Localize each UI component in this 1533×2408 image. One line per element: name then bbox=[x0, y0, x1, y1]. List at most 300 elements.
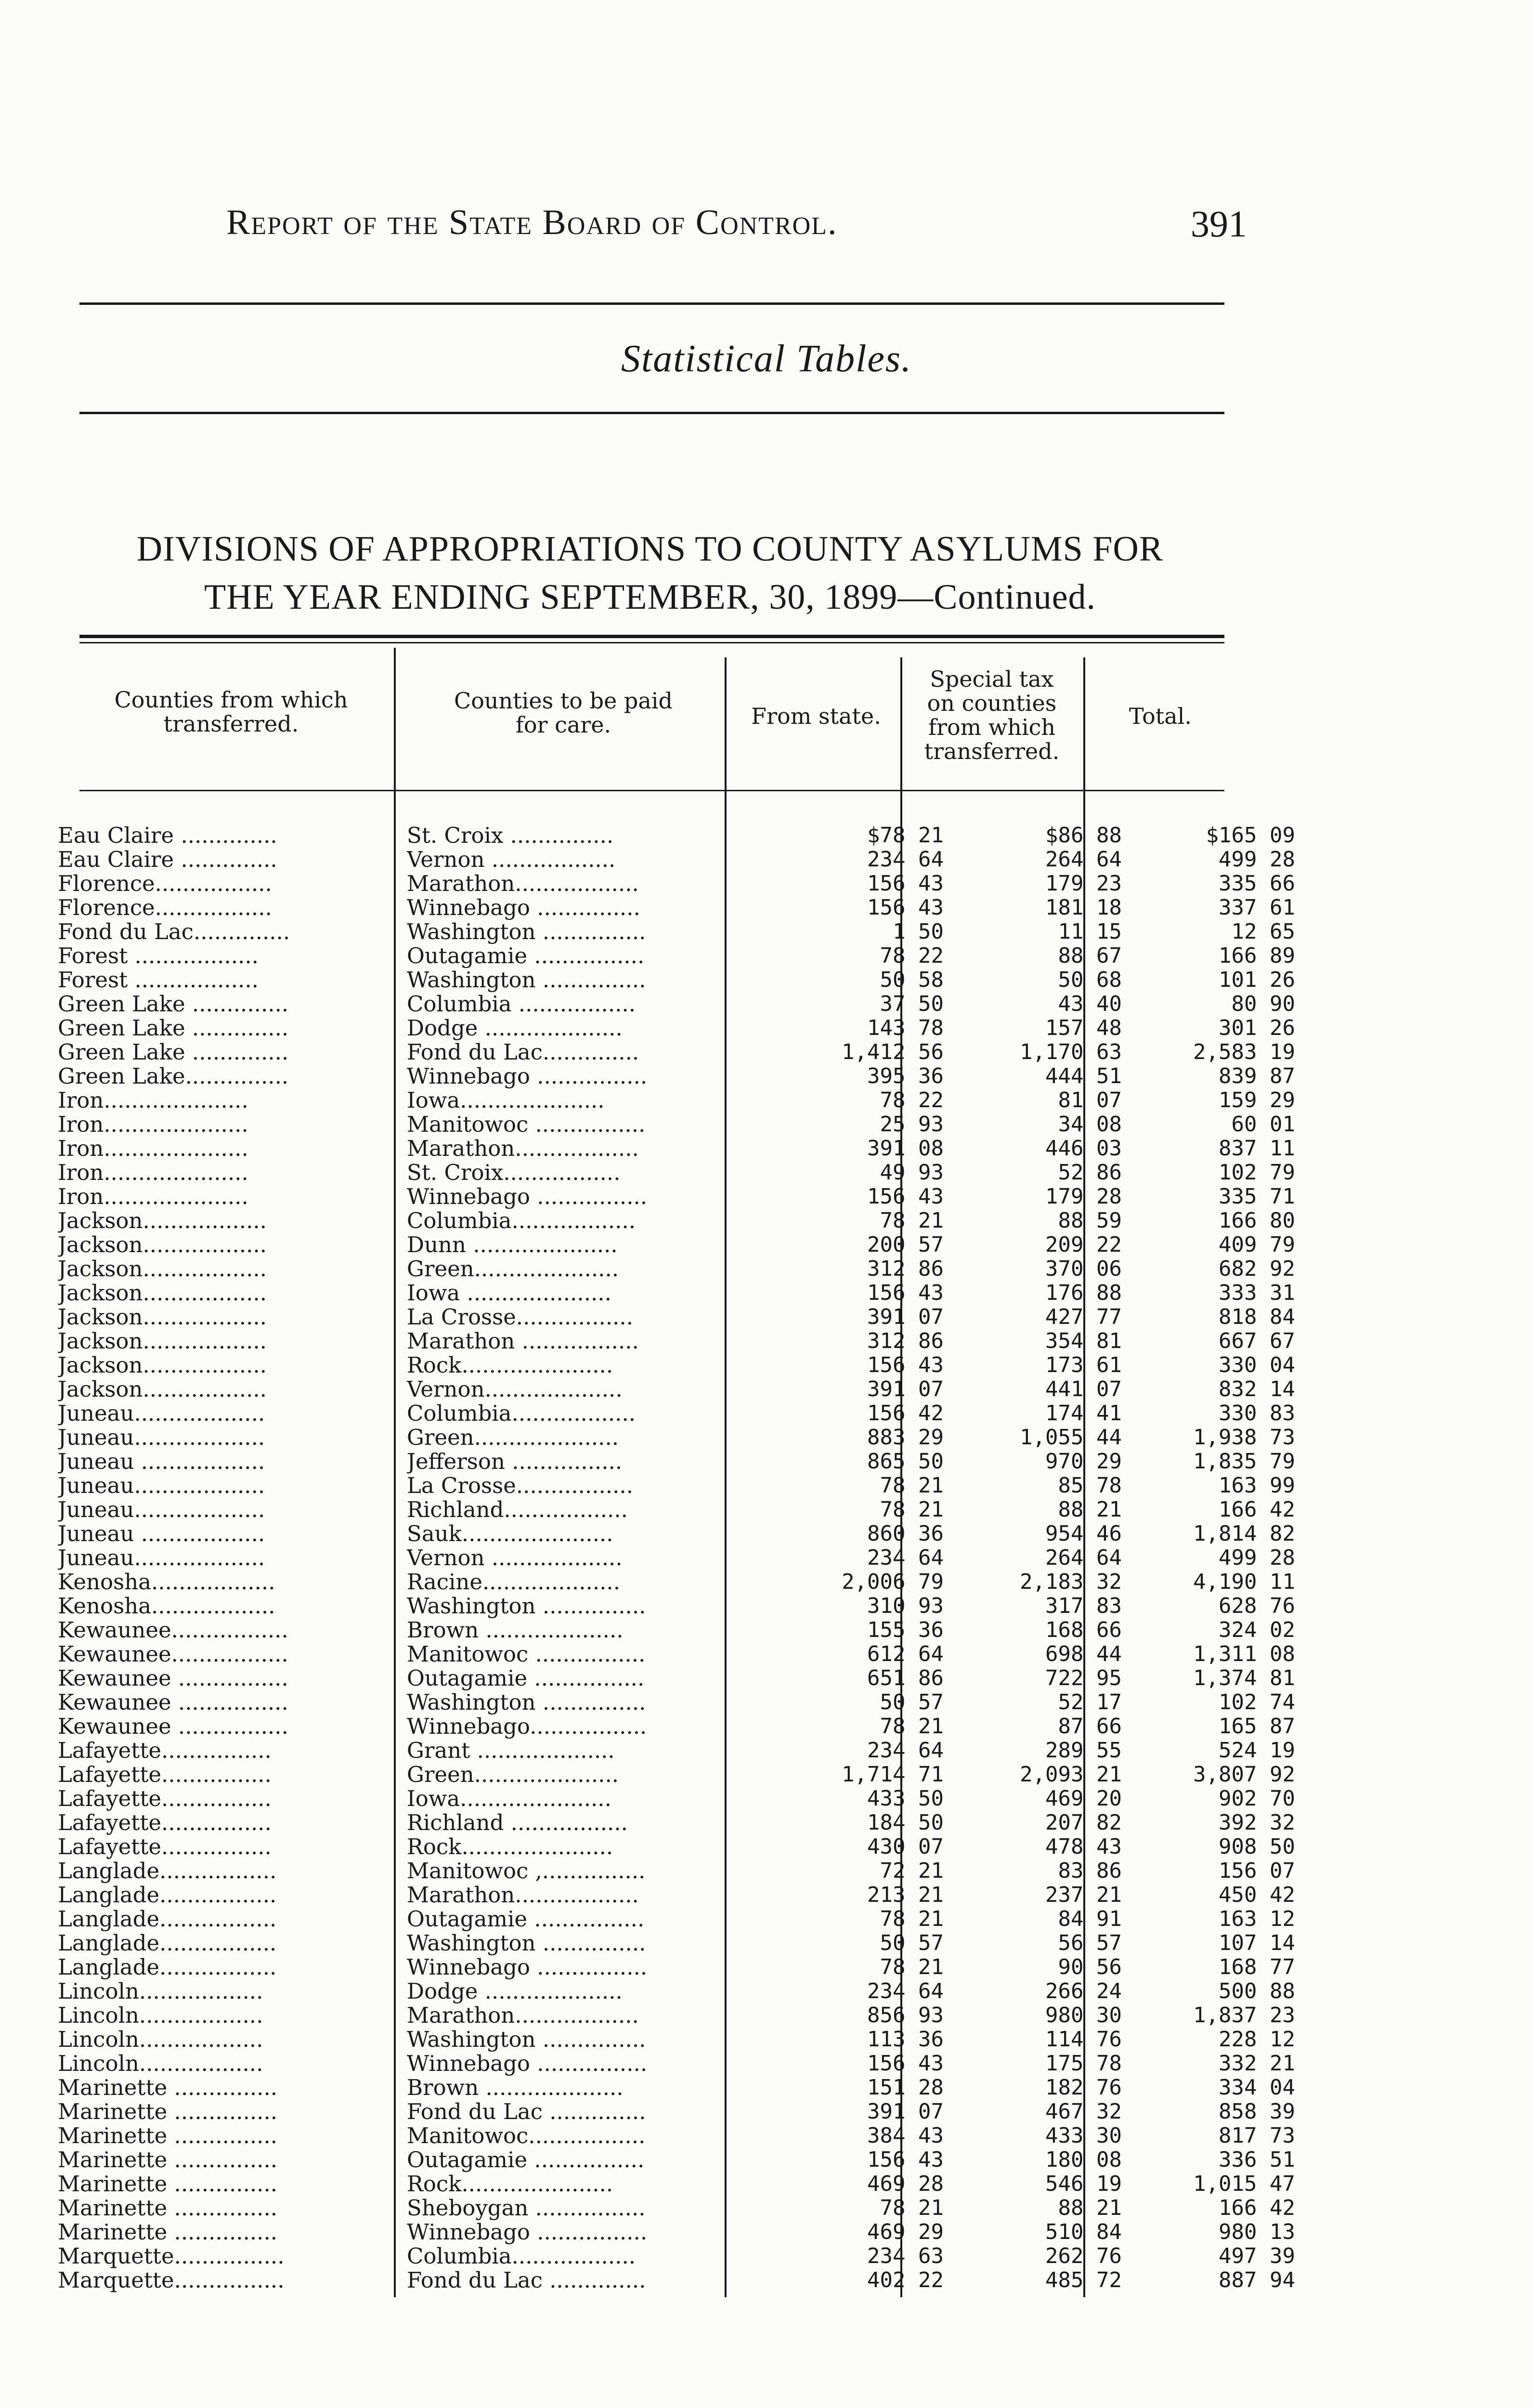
from-state-cell: 78 21 bbox=[880, 2196, 944, 2220]
to-county-cell: Washington ............... bbox=[407, 1931, 646, 1955]
from-state-cell: 151 28 bbox=[867, 2076, 944, 2100]
table-top-rule-thin bbox=[79, 642, 1224, 643]
special-tax-cell: 266 24 bbox=[1045, 1979, 1122, 2003]
total-cell: 839 87 bbox=[1219, 1064, 1295, 1088]
special-tax-cell: 207 82 bbox=[1045, 1811, 1122, 1835]
from-state-cell: 78 22 bbox=[880, 944, 944, 968]
total-cell: 499 28 bbox=[1219, 1546, 1295, 1570]
special-tax-cell: 176 88 bbox=[1045, 1281, 1122, 1305]
to-county-cell: Washington ............... bbox=[407, 1690, 646, 1714]
column-header-tax: Special tax on counties from which transferred. bbox=[924, 666, 1060, 764]
special-tax-cell: 467 32 bbox=[1045, 2100, 1122, 2124]
from-state-cell: 391 07 bbox=[867, 1305, 944, 1329]
total-cell: 163 12 bbox=[1219, 1907, 1295, 1931]
page-header bbox=[226, 202, 1247, 255]
from-county-cell: Lafayette................ bbox=[58, 1787, 272, 1811]
from-county-cell: Jackson.................. bbox=[58, 1329, 267, 1353]
from-county-cell: Juneau................... bbox=[58, 1546, 265, 1570]
total-cell: 832 14 bbox=[1219, 1377, 1295, 1401]
from-county-cell: Kewaunee ................ bbox=[58, 1714, 288, 1739]
total-cell: 908 50 bbox=[1219, 1835, 1295, 1859]
table-row bbox=[58, 1811, 1295, 1835]
special-tax-cell: 43 40 bbox=[1058, 992, 1122, 1016]
from-county-cell: Langlade................. bbox=[58, 1859, 277, 1883]
running-title: Report of the State Board of Control. bbox=[226, 203, 838, 242]
table-row bbox=[58, 1040, 1295, 1064]
from-county-cell: Fond du Lac.............. bbox=[58, 920, 290, 944]
to-county-cell: Richland.................. bbox=[407, 1498, 628, 1522]
from-state-cell: 1,714 71 bbox=[842, 1763, 944, 1787]
column-header-total: Total. bbox=[1129, 703, 1192, 729]
from-state-cell: 234 64 bbox=[867, 1546, 944, 1570]
to-county-cell: Columbia.................. bbox=[407, 1401, 636, 1426]
to-county-cell: Columbia ................. bbox=[407, 992, 636, 1016]
table-row bbox=[58, 2100, 1295, 2124]
table-row bbox=[58, 2076, 1295, 2100]
total-cell: 682 92 bbox=[1219, 1257, 1295, 1281]
from-county-cell: Langlade................. bbox=[58, 1883, 277, 1907]
from-county-cell: Jackson.................. bbox=[58, 1377, 267, 1401]
table-row bbox=[58, 1305, 1295, 1329]
from-county-cell: Kewaunee................. bbox=[58, 1642, 288, 1666]
from-county-cell: Lafayette................ bbox=[58, 1835, 272, 1859]
table-row bbox=[58, 1498, 1295, 1522]
to-county-cell: Fond du Lac .............. bbox=[407, 2100, 646, 2124]
special-tax-cell: 264 64 bbox=[1045, 1546, 1122, 1570]
table-row bbox=[58, 1859, 1295, 1883]
total-cell: 3,807 92 bbox=[1193, 1763, 1295, 1787]
from-state-cell: 384 43 bbox=[867, 2124, 944, 2148]
total-cell: 301 26 bbox=[1219, 1016, 1295, 1040]
special-tax-cell: 446 03 bbox=[1045, 1137, 1122, 1161]
from-county-cell: Marquette................ bbox=[58, 2244, 285, 2268]
table-row bbox=[58, 1546, 1295, 1570]
from-state-cell: 78 21 bbox=[880, 1955, 944, 1979]
to-county-cell: Sheboygan ................ bbox=[407, 2196, 646, 2220]
table-row bbox=[58, 1185, 1295, 1209]
from-state-cell: 312 86 bbox=[867, 1257, 944, 1281]
to-county-cell: Dunn ..................... bbox=[407, 1233, 618, 1257]
special-tax-cell: 180 08 bbox=[1045, 2148, 1122, 2172]
table-row bbox=[58, 1016, 1295, 1040]
from-county-cell: Marinette ............... bbox=[58, 2148, 278, 2172]
total-cell: 1,837 23 bbox=[1193, 2003, 1295, 2028]
special-tax-cell: 209 22 bbox=[1045, 1233, 1122, 1257]
to-county-cell: Winnebago................. bbox=[407, 1714, 647, 1739]
special-tax-cell: 88 67 bbox=[1058, 944, 1122, 968]
table-row bbox=[58, 1329, 1295, 1353]
special-tax-cell: 88 59 bbox=[1058, 1209, 1122, 1233]
from-county-cell: Marinette ............... bbox=[58, 2100, 278, 2124]
to-county-cell: Winnebago ................ bbox=[407, 1185, 648, 1209]
from-county-cell: Jackson.................. bbox=[58, 1233, 267, 1257]
table-row bbox=[58, 1161, 1295, 1185]
total-cell: 902 70 bbox=[1219, 1787, 1295, 1811]
from-state-cell: 651 86 bbox=[867, 1666, 944, 1690]
from-county-cell: Jackson.................. bbox=[58, 1209, 267, 1233]
table-row bbox=[58, 1979, 1295, 2003]
from-state-cell: 78 21 bbox=[880, 1209, 944, 1233]
from-state-cell: 1,412 56 bbox=[842, 1040, 944, 1064]
to-county-cell: Marathon.................. bbox=[407, 1137, 639, 1161]
special-tax-cell: 264 64 bbox=[1045, 848, 1122, 872]
total-cell: 101 26 bbox=[1219, 968, 1295, 992]
special-tax-cell: 510 84 bbox=[1045, 2220, 1122, 2244]
special-tax-cell: 237 21 bbox=[1045, 1883, 1122, 1907]
column-header-from: Counties from which transferred. bbox=[114, 687, 348, 737]
from-county-cell: Kewaunee ................ bbox=[58, 1690, 288, 1714]
from-state-cell: 155 36 bbox=[867, 1618, 944, 1642]
table-row bbox=[58, 1594, 1295, 1618]
special-tax-cell: 469 20 bbox=[1045, 1787, 1122, 1811]
from-state-cell: 156 43 bbox=[867, 872, 944, 896]
special-tax-cell: 88 21 bbox=[1058, 2196, 1122, 2220]
from-county-cell: Green Lake............... bbox=[58, 1064, 289, 1088]
total-cell: 334 04 bbox=[1219, 2076, 1295, 2100]
special-tax-cell: 83 86 bbox=[1058, 1859, 1122, 1883]
special-tax-cell: 2,093 21 bbox=[1020, 1763, 1122, 1787]
from-state-cell: 213 21 bbox=[867, 1883, 944, 1907]
from-county-cell: Lincoln.................. bbox=[58, 2052, 263, 2076]
table-row bbox=[58, 2052, 1295, 2076]
from-state-cell: 433 50 bbox=[867, 1787, 944, 1811]
total-cell: 12 65 bbox=[1231, 920, 1295, 944]
to-county-cell: Washington ............... bbox=[407, 920, 646, 944]
special-tax-cell: 954 46 bbox=[1045, 1522, 1122, 1546]
table-row bbox=[58, 2028, 1295, 2052]
special-tax-cell: 478 43 bbox=[1045, 1835, 1122, 1859]
to-county-cell: Washington ............... bbox=[407, 2028, 646, 2052]
table-row bbox=[58, 2244, 1295, 2268]
table-row bbox=[58, 1257, 1295, 1281]
total-cell: 1,835 79 bbox=[1193, 1450, 1295, 1474]
from-state-cell: 143 78 bbox=[867, 1016, 944, 1040]
total-cell: 102 74 bbox=[1219, 1690, 1295, 1714]
from-state-cell: 50 58 bbox=[880, 968, 944, 992]
from-county-cell: Kenosha.................. bbox=[58, 1594, 275, 1618]
special-tax-cell: 88 21 bbox=[1058, 1498, 1122, 1522]
column-header-state: From state. bbox=[751, 703, 881, 729]
total-cell: 667 67 bbox=[1219, 1329, 1295, 1353]
table-row bbox=[58, 1137, 1295, 1161]
from-state-cell: 156 43 bbox=[867, 1353, 944, 1377]
total-cell: 1,374 81 bbox=[1193, 1666, 1295, 1690]
from-county-cell: Langlade................. bbox=[58, 1955, 277, 1979]
special-tax-cell: 2,183 32 bbox=[1020, 1570, 1122, 1594]
total-cell: 980 13 bbox=[1219, 2220, 1295, 2244]
from-county-cell: Iron..................... bbox=[58, 1137, 248, 1161]
table-row bbox=[58, 1353, 1295, 1377]
from-state-cell: $78 21 bbox=[867, 824, 944, 848]
special-tax-cell: 181 18 bbox=[1045, 896, 1122, 920]
from-county-cell: Jackson.................. bbox=[58, 1281, 267, 1305]
special-tax-cell: 289 55 bbox=[1045, 1739, 1122, 1763]
to-county-cell: St. Croix................. bbox=[407, 1161, 621, 1185]
special-tax-cell: 84 91 bbox=[1058, 1907, 1122, 1931]
from-state-cell: 391 07 bbox=[867, 2100, 944, 2124]
table-row bbox=[58, 1618, 1295, 1642]
to-county-cell: Manitowoc................. bbox=[407, 2124, 646, 2148]
table-row bbox=[58, 2196, 1295, 2220]
from-county-cell: Kewaunee................. bbox=[58, 1618, 288, 1642]
special-tax-cell: 262 76 bbox=[1045, 2244, 1122, 2268]
total-cell: 499 28 bbox=[1219, 848, 1295, 872]
total-cell: 107 14 bbox=[1219, 1931, 1295, 1955]
to-county-cell: Marathon.................. bbox=[407, 1883, 639, 1907]
from-county-cell: Juneau .................. bbox=[58, 1450, 265, 1474]
header-bottom-rule bbox=[79, 790, 1224, 791]
table-row bbox=[58, 1209, 1295, 1233]
special-tax-cell: 444 51 bbox=[1045, 1064, 1122, 1088]
from-county-cell: Juneau................... bbox=[58, 1474, 265, 1498]
to-county-cell: Brown .................... bbox=[407, 1618, 624, 1642]
from-county-cell: Eau Claire .............. bbox=[58, 848, 277, 872]
table-row bbox=[58, 1112, 1295, 1137]
from-county-cell: Kenosha.................. bbox=[58, 1570, 275, 1594]
special-tax-cell: 90 56 bbox=[1058, 1955, 1122, 1979]
total-cell: 1,311 08 bbox=[1193, 1642, 1295, 1666]
subtitle-rule bbox=[79, 412, 1224, 414]
table-row bbox=[58, 1426, 1295, 1450]
from-state-cell: 865 50 bbox=[867, 1450, 944, 1474]
to-county-cell: Winnebago ................ bbox=[407, 1955, 648, 1979]
special-tax-cell: 11 15 bbox=[1058, 920, 1122, 944]
from-county-cell: Marinette ............... bbox=[58, 2196, 278, 2220]
to-county-cell: Manitowoc ................ bbox=[407, 1642, 646, 1666]
total-cell: 159 29 bbox=[1219, 1088, 1295, 1112]
from-county-cell: Florence................. bbox=[58, 896, 272, 920]
from-county-cell: Marinette ............... bbox=[58, 2172, 278, 2196]
table-title-line1: DIVISIONS OF APPROPRIATIONS TO COUNTY ASYLUMS FOR bbox=[136, 529, 1164, 569]
table-row bbox=[58, 2220, 1295, 2244]
from-county-cell: Lincoln.................. bbox=[58, 2003, 263, 2028]
total-cell: 102 79 bbox=[1219, 1161, 1295, 1185]
from-state-cell: 50 57 bbox=[880, 1931, 944, 1955]
table-row bbox=[58, 1739, 1295, 1763]
from-county-cell: Green Lake .............. bbox=[58, 1016, 289, 1040]
to-county-cell: Rock...................... bbox=[407, 1353, 613, 1377]
table-row bbox=[58, 2172, 1295, 2196]
special-tax-cell: 427 77 bbox=[1045, 1305, 1122, 1329]
special-tax-cell: 114 76 bbox=[1045, 2028, 1122, 2052]
from-county-cell: Lincoln.................. bbox=[58, 1979, 263, 2003]
table-row bbox=[58, 848, 1295, 872]
from-state-cell: 883 29 bbox=[867, 1426, 944, 1450]
from-state-cell: 234 64 bbox=[867, 1979, 944, 2003]
to-county-cell: Washington ............... bbox=[407, 1594, 646, 1618]
to-county-cell: Marathon.................. bbox=[407, 2003, 639, 2028]
total-cell: 332 21 bbox=[1219, 2052, 1295, 2076]
from-county-cell: Iron..................... bbox=[58, 1088, 248, 1112]
table-row bbox=[58, 1690, 1295, 1714]
from-state-cell: 234 63 bbox=[867, 2244, 944, 2268]
to-county-cell: Marathon.................. bbox=[407, 872, 639, 896]
special-tax-cell: 87 66 bbox=[1058, 1714, 1122, 1739]
table-title-line2: THE YEAR ENDING SEPTEMBER, 30, 1899—Continued. bbox=[204, 577, 1096, 617]
from-county-cell: Jackson.................. bbox=[58, 1353, 267, 1377]
total-cell: 168 77 bbox=[1219, 1955, 1295, 1979]
to-county-cell: Rock...................... bbox=[407, 2172, 613, 2196]
from-county-cell: Marinette ............... bbox=[58, 2124, 278, 2148]
total-cell: 628 76 bbox=[1219, 1594, 1295, 1618]
from-state-cell: 25 93 bbox=[880, 1112, 944, 1137]
from-state-cell: 234 64 bbox=[867, 848, 944, 872]
column-header-to: Counties to be paid for care. bbox=[454, 688, 673, 738]
to-county-cell: Vernon.................... bbox=[407, 1377, 623, 1401]
from-state-cell: 156 43 bbox=[867, 2052, 944, 2076]
special-tax-cell: 433 30 bbox=[1045, 2124, 1122, 2148]
from-county-cell: Langlade................. bbox=[58, 1931, 277, 1955]
total-cell: 333 31 bbox=[1219, 1281, 1295, 1305]
table-row bbox=[58, 1064, 1295, 1088]
from-state-cell: 312 86 bbox=[867, 1329, 944, 1353]
total-cell: 337 61 bbox=[1219, 896, 1295, 920]
to-county-cell: Sauk...................... bbox=[407, 1522, 613, 1546]
to-county-cell: La Crosse................. bbox=[407, 1305, 634, 1329]
table-row bbox=[58, 1787, 1295, 1811]
total-cell: 409 79 bbox=[1219, 1233, 1295, 1257]
from-state-cell: 78 21 bbox=[880, 1714, 944, 1739]
special-tax-cell: 980 30 bbox=[1045, 2003, 1122, 2028]
special-tax-cell: 441 07 bbox=[1045, 1377, 1122, 1401]
total-cell: 80 90 bbox=[1231, 992, 1295, 1016]
to-county-cell: Manitowoc ,............... bbox=[407, 1859, 646, 1883]
table-row bbox=[58, 1450, 1295, 1474]
from-county-cell: Eau Claire .............. bbox=[58, 824, 277, 848]
from-state-cell: 402 22 bbox=[867, 2268, 944, 2292]
table-row bbox=[58, 1642, 1295, 1666]
from-state-cell: 469 29 bbox=[867, 2220, 944, 2244]
from-state-cell: 78 21 bbox=[880, 1498, 944, 1522]
table-row bbox=[58, 1570, 1295, 1594]
to-county-cell: Washington ............... bbox=[407, 968, 646, 992]
total-cell: $165 09 bbox=[1206, 824, 1295, 848]
table-row bbox=[58, 896, 1295, 920]
to-county-cell: Rock...................... bbox=[407, 1835, 613, 1859]
special-tax-cell: 546 19 bbox=[1045, 2172, 1122, 2196]
to-county-cell: Outagamie ................ bbox=[407, 1907, 645, 1931]
total-cell: 837 11 bbox=[1219, 1137, 1295, 1161]
from-state-cell: 391 08 bbox=[867, 1137, 944, 1161]
total-cell: 336 51 bbox=[1219, 2148, 1295, 2172]
special-tax-cell: 179 23 bbox=[1045, 872, 1122, 896]
from-state-cell: 184 50 bbox=[867, 1811, 944, 1835]
from-county-cell: Jackson.................. bbox=[58, 1257, 267, 1281]
special-tax-cell: 970 29 bbox=[1045, 1450, 1122, 1474]
to-county-cell: Outagamie ................ bbox=[407, 1666, 645, 1690]
total-cell: 165 87 bbox=[1219, 1714, 1295, 1739]
to-county-cell: Richland ................. bbox=[407, 1811, 628, 1835]
from-state-cell: 156 42 bbox=[867, 1401, 944, 1426]
from-county-cell: Lafayette................ bbox=[58, 1763, 272, 1787]
from-state-cell: 113 36 bbox=[867, 2028, 944, 2052]
from-state-cell: 860 36 bbox=[867, 1522, 944, 1546]
to-county-cell: Racine.................... bbox=[407, 1570, 621, 1594]
total-cell: 887 94 bbox=[1219, 2268, 1295, 2292]
total-cell: 497 39 bbox=[1219, 2244, 1295, 2268]
from-county-cell: Juneau................... bbox=[58, 1401, 265, 1426]
table-title bbox=[72, 525, 1228, 621]
from-county-cell: Forest .................. bbox=[58, 968, 259, 992]
header-rule bbox=[79, 302, 1224, 305]
from-county-cell: Marquette................ bbox=[58, 2268, 285, 2292]
table-row bbox=[58, 1666, 1295, 1690]
to-county-cell: Fond du Lac .............. bbox=[407, 2268, 646, 2292]
special-tax-cell: 157 48 bbox=[1045, 1016, 1122, 1040]
from-county-cell: Marinette ............... bbox=[58, 2076, 278, 2100]
to-county-cell: Manitowoc ................ bbox=[407, 1112, 646, 1137]
special-tax-cell: 182 76 bbox=[1045, 2076, 1122, 2100]
total-cell: 335 71 bbox=[1219, 1185, 1295, 1209]
special-tax-cell: 370 06 bbox=[1045, 1257, 1122, 1281]
page-number: 391 bbox=[1191, 203, 1247, 245]
to-county-cell: La Crosse................. bbox=[407, 1474, 634, 1498]
total-cell: 1,814 82 bbox=[1193, 1522, 1295, 1546]
to-county-cell: Vernon .................. bbox=[407, 848, 616, 872]
from-state-cell: 395 36 bbox=[867, 1064, 944, 1088]
to-county-cell: Iowa..................... bbox=[407, 1088, 605, 1112]
to-county-cell: Fond du Lac.............. bbox=[407, 1040, 639, 1064]
to-county-cell: Grant .................... bbox=[407, 1739, 615, 1763]
from-county-cell: Green Lake .............. bbox=[58, 1040, 289, 1064]
total-cell: 166 89 bbox=[1219, 944, 1295, 968]
from-state-cell: 37 50 bbox=[880, 992, 944, 1016]
from-county-cell: Juneau .................. bbox=[58, 1522, 265, 1546]
table-row bbox=[58, 1714, 1295, 1739]
from-state-cell: 156 43 bbox=[867, 896, 944, 920]
table-row bbox=[58, 1088, 1295, 1112]
total-cell: 163 99 bbox=[1219, 1474, 1295, 1498]
total-cell: 818 84 bbox=[1219, 1305, 1295, 1329]
from-county-cell: Florence................. bbox=[58, 872, 272, 896]
table-row bbox=[58, 1377, 1295, 1401]
to-county-cell: Iowa ..................... bbox=[407, 1281, 611, 1305]
from-state-cell: 234 64 bbox=[867, 1739, 944, 1763]
from-county-cell: Juneau................... bbox=[58, 1426, 265, 1450]
table-row bbox=[58, 1955, 1295, 1979]
from-county-cell: Lincoln.................. bbox=[58, 2028, 263, 2052]
table-row bbox=[58, 1907, 1295, 1931]
table-row bbox=[58, 1883, 1295, 1907]
from-county-cell: Lafayette................ bbox=[58, 1739, 272, 1763]
total-cell: 330 83 bbox=[1219, 1401, 1295, 1426]
from-county-cell: Kewaunee ................ bbox=[58, 1666, 288, 1690]
total-cell: 524 19 bbox=[1219, 1739, 1295, 1763]
from-state-cell: 430 07 bbox=[867, 1835, 944, 1859]
from-county-cell: Forest .................. bbox=[58, 944, 259, 968]
total-cell: 858 39 bbox=[1219, 2100, 1295, 2124]
from-county-cell: Iron..................... bbox=[58, 1161, 248, 1185]
section-subtitle: Statistical Tables. bbox=[621, 338, 912, 380]
special-tax-cell: 52 17 bbox=[1058, 1690, 1122, 1714]
from-county-cell: Green Lake .............. bbox=[58, 992, 289, 1016]
total-cell: 166 42 bbox=[1219, 2196, 1295, 2220]
table-row bbox=[58, 1931, 1295, 1955]
to-county-cell: Marathon ................. bbox=[407, 1329, 639, 1353]
to-county-cell: Winnebago ................ bbox=[407, 2052, 648, 2076]
from-state-cell: 50 57 bbox=[880, 1690, 944, 1714]
total-cell: 500 88 bbox=[1219, 1979, 1295, 2003]
to-county-cell: Dodge .................... bbox=[407, 1016, 623, 1040]
special-tax-cell: 354 81 bbox=[1045, 1329, 1122, 1353]
to-county-cell: Winnebago ............... bbox=[407, 896, 640, 920]
special-tax-cell: 179 28 bbox=[1045, 1185, 1122, 1209]
total-cell: 4,190 11 bbox=[1193, 1570, 1295, 1594]
special-tax-cell: 168 66 bbox=[1045, 1618, 1122, 1642]
from-state-cell: 156 43 bbox=[867, 2148, 944, 2172]
special-tax-cell: 722 95 bbox=[1045, 1666, 1122, 1690]
from-state-cell: 72 21 bbox=[880, 1859, 944, 1883]
